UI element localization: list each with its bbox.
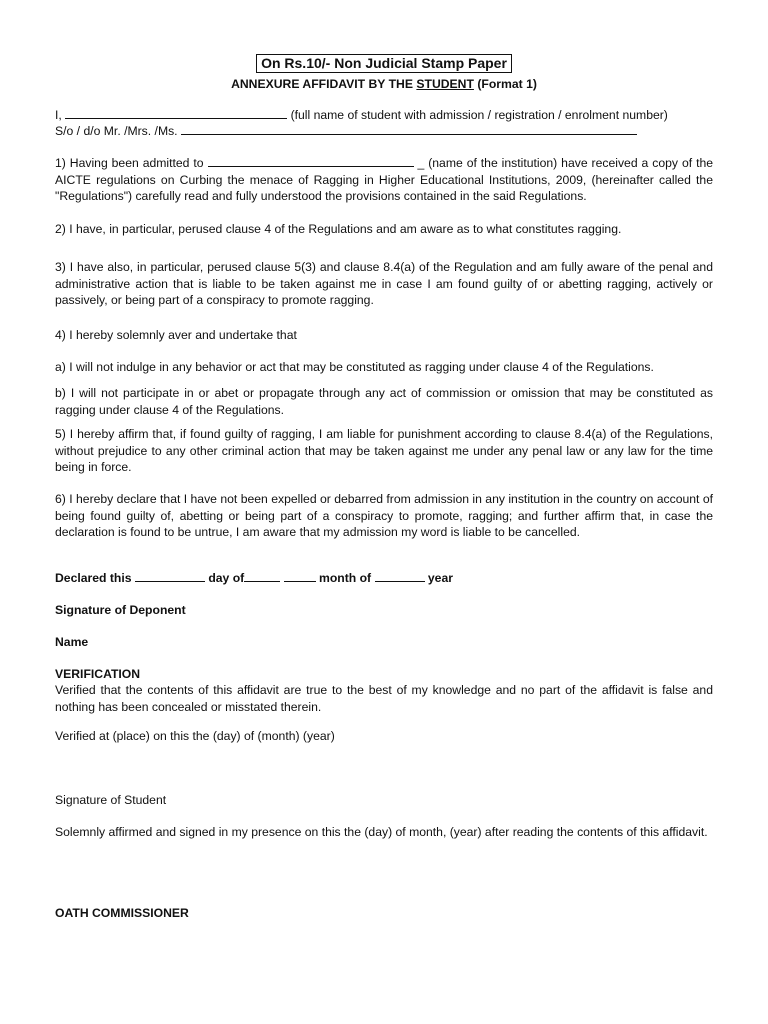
subtitle-suffix: (Format 1) — [473, 77, 537, 91]
stamp-paper-title: On Rs.10/- Non Judicial Stamp Paper — [256, 54, 512, 73]
name-note: (full name of student with admission / registration / enrolment number) — [290, 108, 668, 122]
name-label: Name — [55, 635, 89, 649]
parent-name-line — [55, 123, 713, 140]
student-name-line — [55, 107, 713, 124]
clause-4: 4) I hereby solemnly aver and undertake that — [55, 328, 297, 342]
clause-a: a) I will not indulge in any behavior or act that may be constituted as ragging under clause 4 of the Regulations. — [55, 360, 654, 374]
parent-label: S/o / d/o Mr. /Mrs. /Ms. — [55, 124, 178, 138]
day-blank-2[interactable] — [284, 570, 316, 582]
clause-3: 3) I have also, in particular, perused clause 5(3) and clause 8.4(a) of the Regulation and am fully aware of the penal and administrative action that is liable to be taken against me in case I am found guilty of or abetting ragging, actively or passively, or being part of a conspiracy to promote ragging. — [55, 260, 713, 307]
verification-text: Verified that the contents of this affidavit are true to the best of my knowledge and no part of the affidavit is false and nothing has been concealed or misstated therein. — [55, 683, 713, 714]
title-wrapper — [55, 54, 713, 73]
institution-name-blank[interactable] — [208, 155, 414, 167]
student-name-blank[interactable] — [65, 107, 287, 119]
year-label: year — [427, 571, 453, 585]
clause-6: 6) I hereby declare that I have not been expelled or debarred from admission in any institution in the country on account of being found guilty of, abetting or being part of a conspiracy to promote, ragging; and further affirm that, in case the declaration is found to be untrue, I am aware that my admission my word is liable to be cancelled. — [55, 492, 713, 539]
month-blank[interactable] — [375, 570, 425, 582]
day-of-label: day of — [208, 571, 245, 585]
subtitle-prefix: ANNEXURE AFFIDAVIT BY THE — [231, 77, 417, 91]
clause-5: 5) I hereby affirm that, if found guilty of ragging, I am liable for punishment according to clause 8.4(a) of the Regulations, without prejudice to any other criminal action that may be taken against me under any penal law or any law for the time being in force. — [55, 427, 713, 474]
declared-line — [55, 570, 713, 587]
declared-this-label: Declared this — [55, 571, 132, 585]
subtitle-student: STUDENT — [416, 77, 474, 91]
verified-at-line: Verified at (place) on this the (day) of (month) (year) — [55, 729, 335, 743]
clause-1-start: 1) Having been admitted to — [55, 156, 204, 170]
signature-of-student: Signature of Student — [55, 793, 167, 807]
solemnly-affirmed-text: Solemnly affirmed and signed in my presence on this the (day) of month, (year) after reading the contents of this affidavit. — [55, 825, 708, 839]
annexure-subtitle — [55, 76, 713, 93]
clause-1-rest: _ (name of the institution) have received a copy of the AICTE regulations on Curbing the menace of Ragging in Higher Educational Institutions, 2009, (hereinafter called the "Regulations") carefully read and fully understood the provisions contained in the said Regulations. — [55, 156, 714, 203]
oath-commissioner: OATH COMMISSIONER — [55, 906, 189, 920]
clause-b: b) I will not participate in or abet or propagate through any act of commission or omission that may be constituted as ragging under clause 4 of the Regulations. — [55, 386, 713, 417]
verification-heading: VERIFICATION — [55, 667, 141, 681]
declared-blank[interactable] — [135, 570, 205, 582]
signature-of-deponent: Signature of Deponent — [55, 603, 186, 617]
month-of-label: month of — [319, 571, 372, 585]
clause-1 — [55, 155, 713, 205]
i-label: I, — [55, 108, 62, 122]
clause-2: 2) I have, in particular, perused clause 4 of the Regulations and am aware as to what constitutes ragging. — [55, 222, 622, 236]
day-blank-1[interactable] — [244, 570, 280, 582]
parent-name-blank[interactable] — [181, 123, 637, 135]
